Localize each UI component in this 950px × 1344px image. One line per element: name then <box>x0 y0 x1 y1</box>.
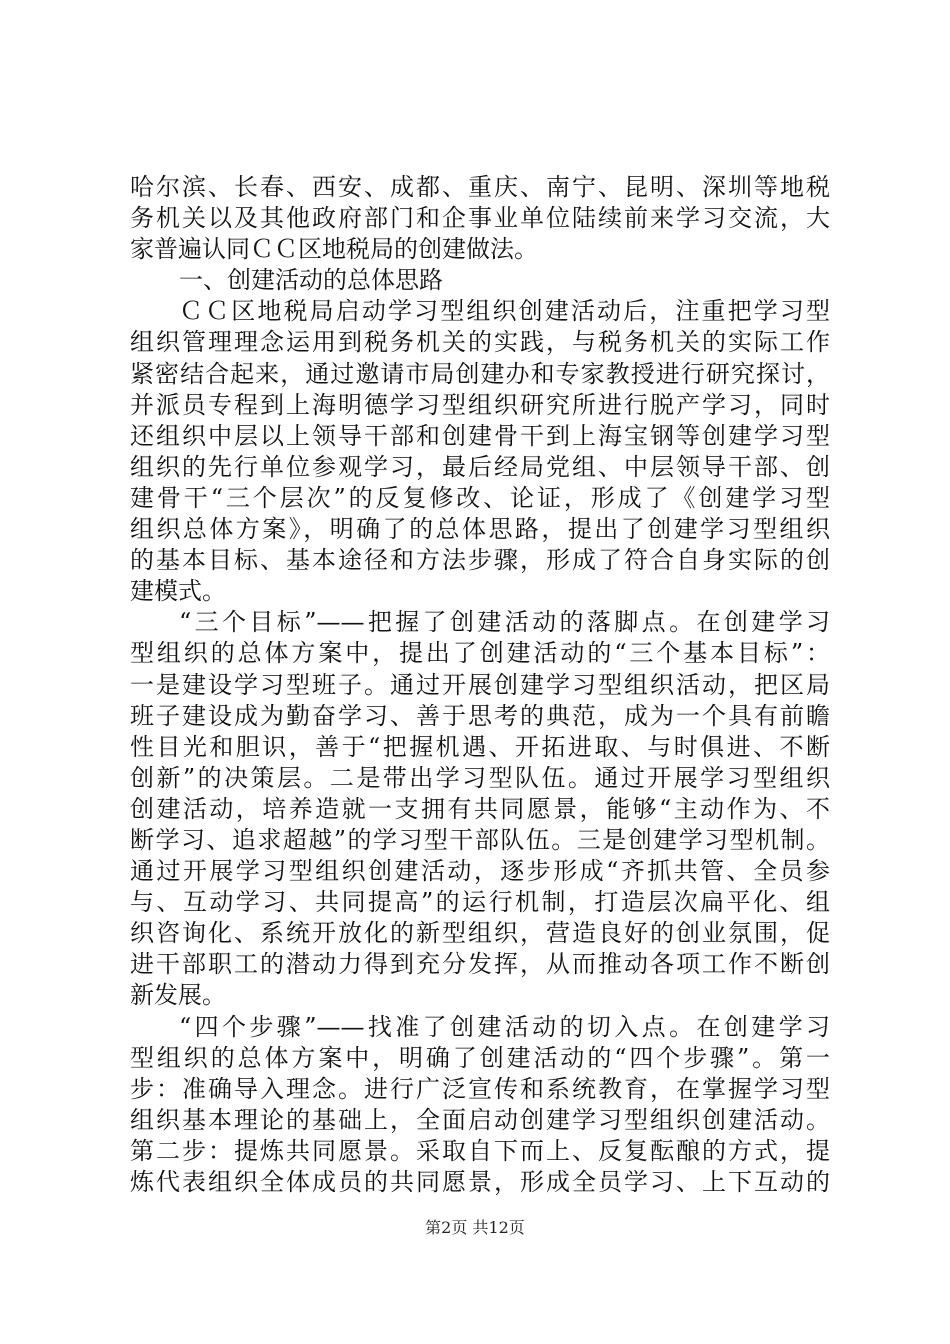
text-line: 与、互动学习、共同提高”的运行机制，打造层次扁平化、组 <box>130 888 830 917</box>
text-line: 家普遍认同ＣＣ区地税局的创建做法。 <box>130 235 538 264</box>
text-line: 创新”的决策层。二是带出学习型队伍。通过开展学习型组织 <box>130 763 830 792</box>
text-line: 组织管理理念运用到税务机关的实践，与税务机关的实际工作 <box>130 328 830 357</box>
page-footer: 第2页 共12页 <box>425 1218 525 1237</box>
text-line: 第二步：提炼共同愿景。采取自下而上、反复酝酿的方式，提 <box>130 1136 830 1165</box>
text-line: 还组织中层以上领导干部和创建骨干到上海宝钢等创建学习型 <box>130 421 830 450</box>
text-line: 性目光和胆识，善于“把握机遇、开拓进取、与时俱进、不断 <box>130 732 830 761</box>
text-line: 进干部职工的潜动力得到充分发挥，从而推动各项工作不断创 <box>130 950 830 979</box>
text-line: 组织总体方案》，明确了的总体思路，提出了创建学习型组织 <box>130 515 830 544</box>
text-line: 断学习、追求超越”的学习型干部队伍。三是创建学习型机制。 <box>130 825 830 854</box>
text-line: 建模式。 <box>130 577 226 606</box>
text-line: 一、创建活动的总体思路 <box>179 266 443 295</box>
text-line: 炼代表组织全体成员的共同愿景，形成全员学习、上下互动的 <box>130 1168 830 1196</box>
text-line: 务机关以及其他政府部门和企事业单位陆续前来学习交流，大 <box>130 204 830 233</box>
text-line: 的基本目标、基本途径和方法步骤，形成了符合自身实际的创 <box>130 546 830 575</box>
text-line: 一是建设学习型班子。通过开展创建学习型组织活动，把区局 <box>130 670 830 699</box>
text-line: 班子建设成为勤奋学习、善于思考的典范，成为一个具有前瞻 <box>130 701 830 730</box>
text-line: 新发展。 <box>130 981 226 1010</box>
text-line: 组织的先行单位参观学习，最后经局党组、中层领导干部、创 <box>130 452 830 481</box>
text-line: 通过开展学习型组织创建活动，逐步形成“齐抓共管、全员参 <box>130 857 830 886</box>
text-line: 创建活动，培养造就一支拥有共同愿景，能够“主动作为、不 <box>130 794 830 823</box>
text-line: “三个目标”——把握了创建活动的落脚点。在创建学习 <box>179 608 830 637</box>
text-line: 紧密结合起来，通过邀请市局创建办和专家教授进行研究探讨， <box>130 359 830 388</box>
text-line: 哈尔滨、长春、西安、成都、重庆、南宁、昆明、深圳等地税 <box>130 173 830 201</box>
text-line: 型组织的总体方案中，提出了创建活动的“三个基本目标”： <box>130 639 830 668</box>
text-line: 建骨干“三个层次”的反复修改、论证，形成了《创建学习型 <box>130 483 830 512</box>
text-line: “四个步骤”——找准了创建活动的切入点。在创建学习 <box>179 1012 830 1041</box>
text-line: 织咨询化、系统开放化的新型组织，营造良好的创业氛围，促 <box>130 919 830 948</box>
text-line: 组织基本理论的基础上，全面启动创建学习型组织创建活动。 <box>130 1105 830 1134</box>
text-line: 并派员专程到上海明德学习型组织研究所进行脱产学习，同时 <box>130 390 830 419</box>
text-line: 步：准确导入理念。进行广泛宣传和系统教育，在掌握学习型 <box>130 1074 830 1103</box>
text-line: 型组织的总体方案中，明确了创建活动的“四个步骤”。第一 <box>130 1043 830 1072</box>
text-line: ＣＣ区地税局启动学习型组织创建活动后，注重把学习型 <box>179 297 830 326</box>
body-text <box>130 172 830 1198</box>
